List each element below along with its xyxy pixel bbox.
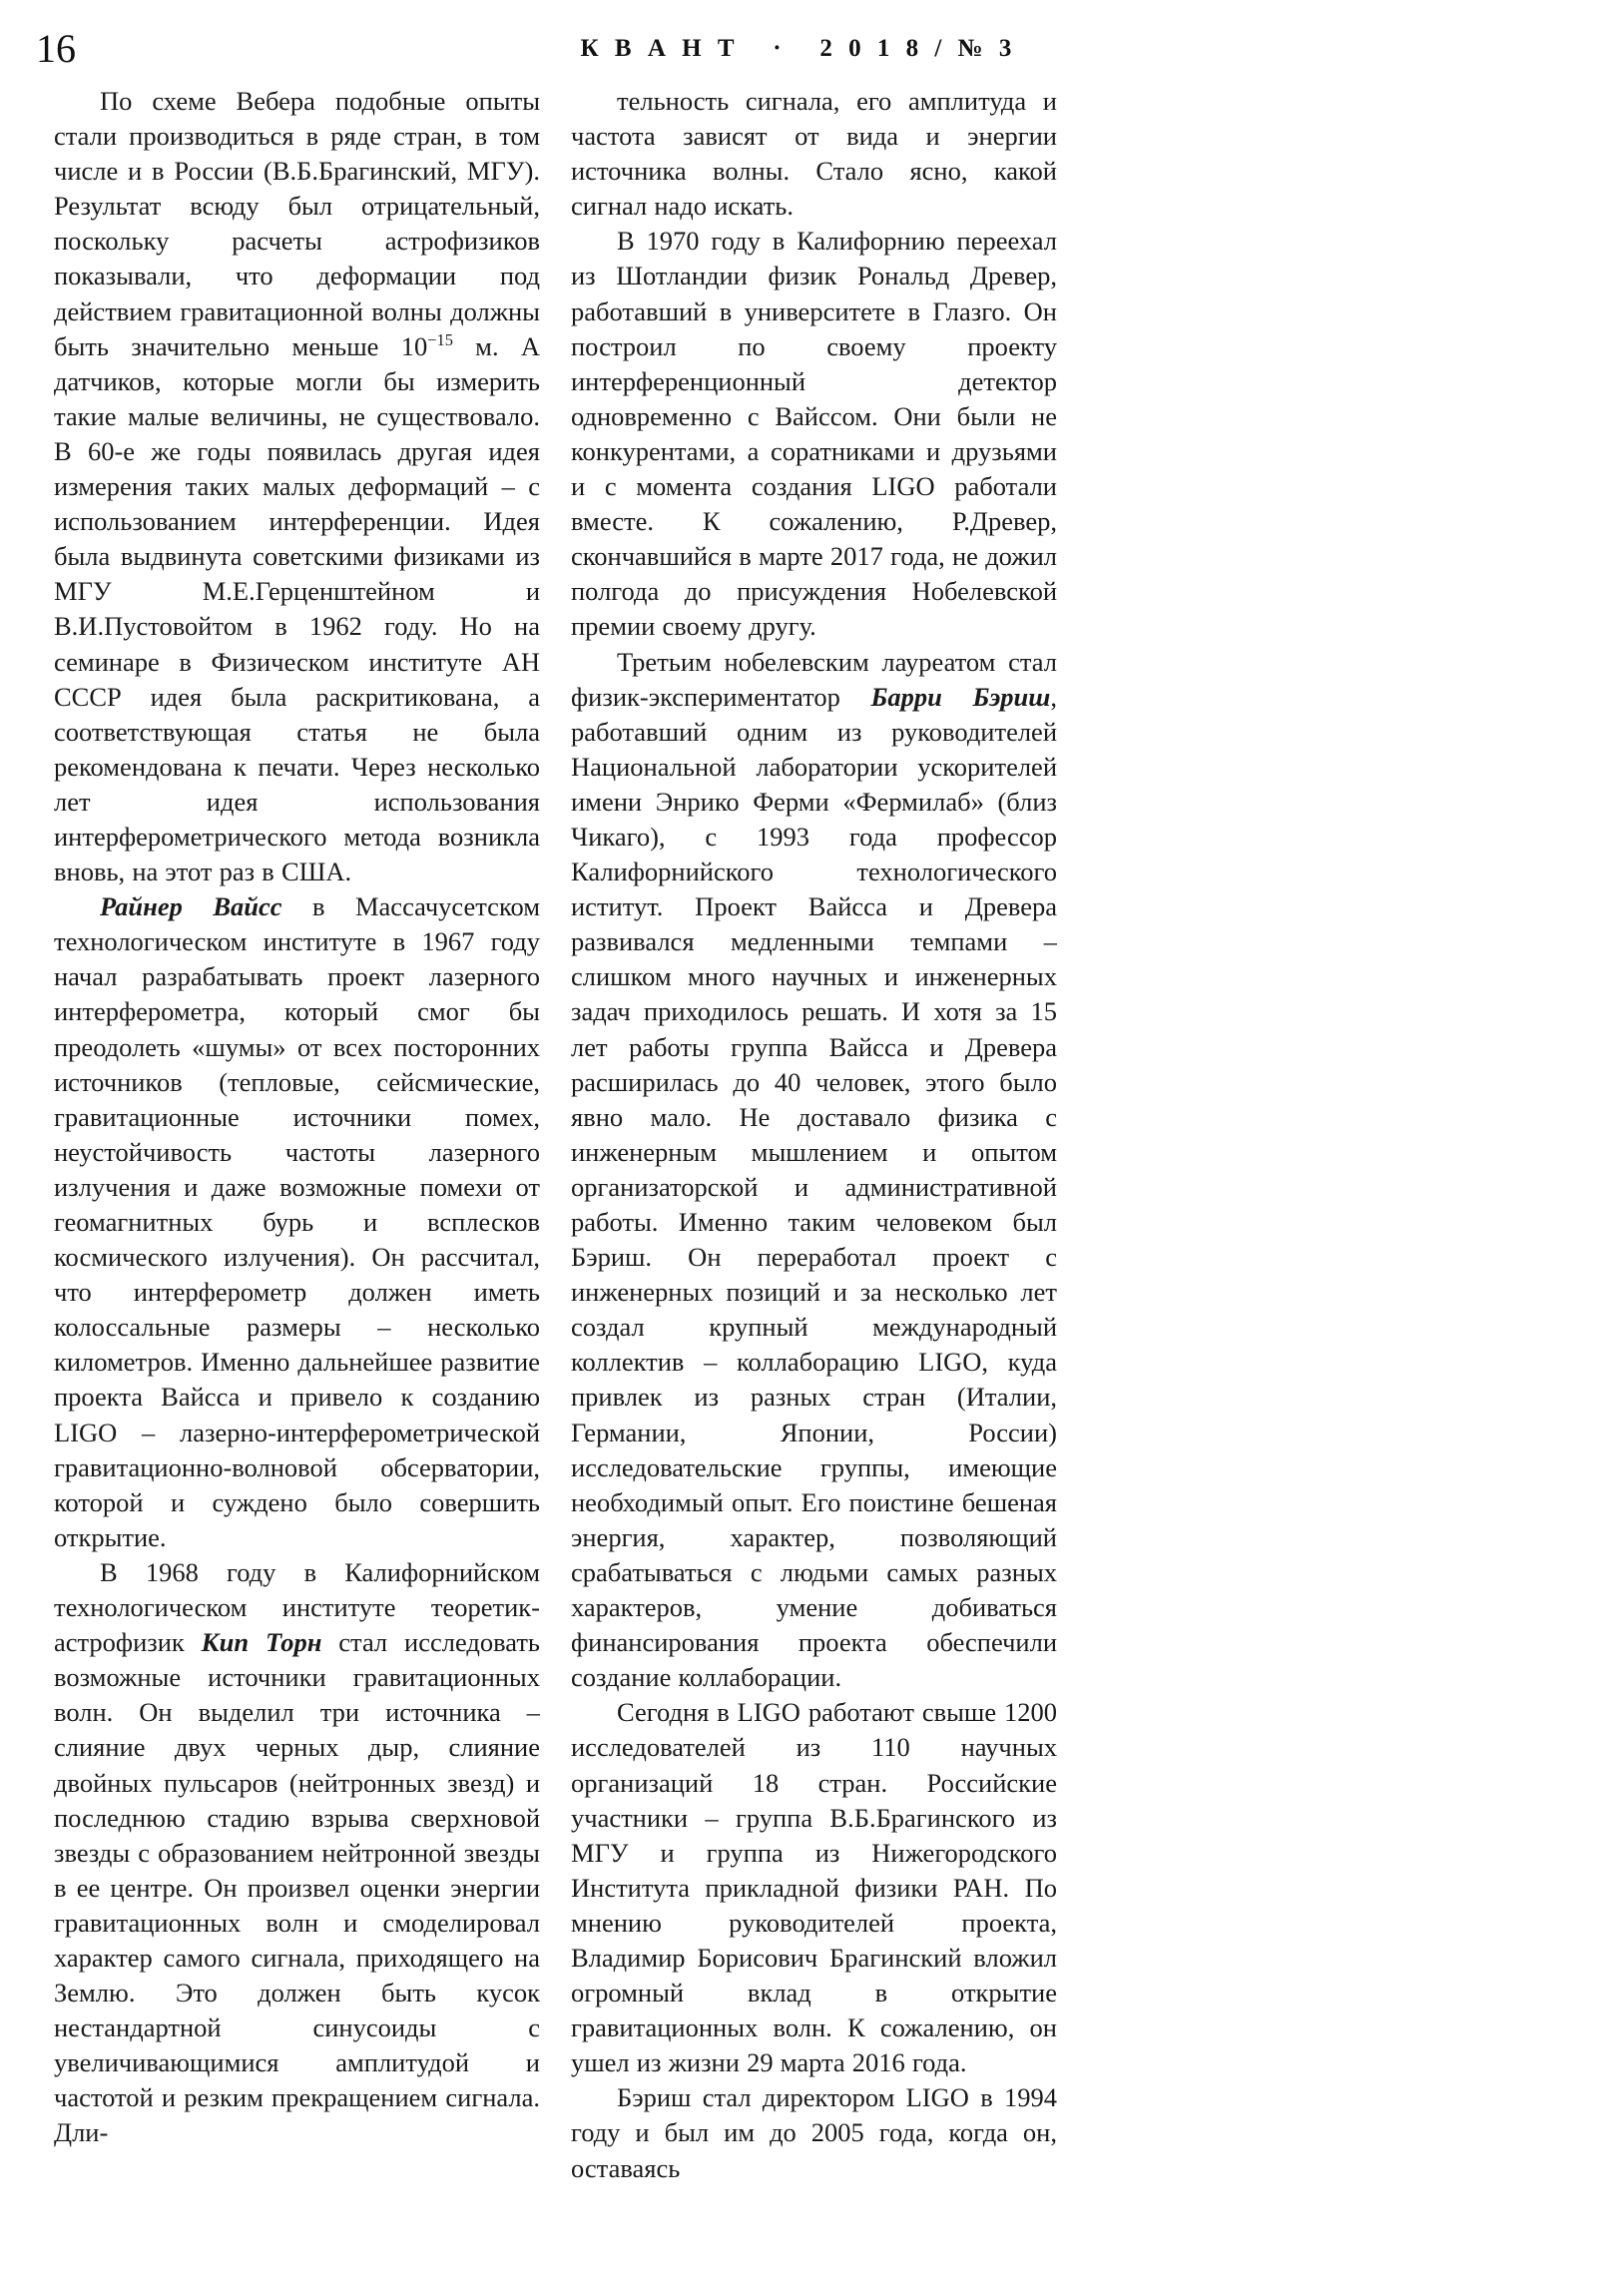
paragraph-p2 (54, 889, 540, 1555)
text-run: м. А датчиков, которые могли бы измерить такие малые величины, не существовало. В 60-е же годы появилась другая идея измерения таких малых деформаций – с использованием интерференции. Идея была выдвинута советскими физиками из МГУ М.Е.Герценштейном и В.И.Пустовойтом в 1962 году. Но на семинаре в Физическом институте АН СССР идея была раскритикована, а соответствующая статья не была рекомендована к печати. Через несколько лет идея использования интерферометрического метода возникла вновь, на этот раз в США. (54, 330, 540, 887)
text-run: В 1970 году в Калифорнию переехал из Шотландии физик Рональд Древер, работавший в университете в Глазго. Он построил по своему проекту интерференционный детектор одновременно с Вайссом. Они были не конкурентами, а соратниками и друзьями и с момента создания LIGO работали вместе. К сожалению, Р.Древер, скончавшийся в марте 2017 года, не дожил полгода до присуждения Нобелевской премии своему другу. (571, 226, 1057, 642)
text-run: стал исследовать возможные источники гравитационных волн. Он выделил три источника – слияние двух черных дыр, слияние двойных пульсаров (нейтронных звезд) и последнюю стадию взрыва сверхновой звезды с образованием нейтронной звезды в ее центре. Он произвел оценки энергии гравитационных волн и смоделировал характер самого сигнала, приходящего на Землю. Это должен быть кусок нестандартной синусоиды с увеличивающимися амплитудой и частотой и резким прекращением сигнала. Дли- (54, 1627, 540, 2148)
column-left (54, 84, 540, 2280)
paragraph-p5 (571, 224, 1057, 644)
text-run: Сегодня в LIGO работают свыше 1200 исследователей из 110 научных организаций 18 стран. Российские участники – группа В.Б.Брагинского из МГУ и группа из Нижегородского Института прикладной физики РАН. По мнению руководителей проекта, Владимир Борисович Брагинский вложил огромный вклад в открытие гравитационных волн. К сожалению, он ушел из жизни 29 марта 2016 года. (571, 1697, 1057, 2078)
text-run: Бэриш стал директором LIGO в 1994 году и был им до 2005 года, когда он, оставаясь (571, 2082, 1057, 2183)
text-run: Третьим нобелевским лауреатом стал физик-экспериментатор (571, 646, 1057, 712)
paragraph-p7 (571, 1695, 1057, 2080)
paragraph-p3 (54, 1555, 540, 2151)
text-run: , работавший одним из руководителей Национальной лаборатории ускорителей имени Энрико Ферми «Фермилаб» (близ Чикаго), с 1993 года профессор Калифорнийского технологического иститут. Проект Вайсса и Древера развивался медленными темпами – слишком много научных и инженерных задач приходилось решать. И хотя за 15 лет работы группа Вайсса и Древера расширилась до 40 человек, этого было явно мало. Не доставало физика с инженерным мышлением и опытом организаторской и административной работы. Именно таким человеком был Бэриш. Он переработал проект с инженерных позиций и за несколько лет создал крупный международный коллектив – коллаборацию LIGO, куда привлек из разных стран (Италии, Германии, Японии, России) исследовательские группы, имеющие необходимый опыт. Его поистине бешеная энергия, характер, позволяющий срабатываться с людьми самых разных характеров, умение добиваться финансирования проекта обеспечили создание коллаборации. (571, 681, 1057, 1693)
text-body (0, 84, 1597, 2290)
running-head-title: К В А Н Т · 2 0 1 8 / № 3 (580, 35, 1017, 62)
running-head (0, 26, 1597, 76)
column-right (571, 84, 1057, 2280)
text-run: В 1968 году в Калифорнийском технологическом институте теоретик-астрофизик (54, 1556, 540, 1658)
page-number: 16 (36, 26, 76, 71)
person-name: Райнер Вайсс (100, 891, 282, 922)
paragraph-p6 (571, 645, 1057, 1696)
paragraph-p8 (571, 2080, 1057, 2185)
person-name: Барри Бэриш (870, 681, 1051, 712)
paragraph-p4 (571, 84, 1057, 224)
paragraph-p1 (54, 84, 540, 889)
text-run: По схеме Вебера подобные опыты стали производиться в ряде стран, в том числе и в России (В.Б.Брагинский, МГУ). Результат всюду был отрицательный, поскольку расчеты астрофизиков показывали, что деформации под действием гравитационной волны должны быть значительно меньше (54, 86, 540, 361)
text-run: тельность сигнала, его амплитуда и частота зависят от вида и энергии источника волны. Стало ясно, какой сигнал надо искать. (571, 86, 1057, 222)
person-name: Кип Торн (201, 1627, 322, 1658)
exponent: −15 (427, 329, 453, 349)
text-run: в Массачусетском технологическом институте в 1967 году начал разрабатывать проект лазерного интерферометра, который смог бы преодолеть «шумы» от всех посторонних источников (тепловые, сейсмические, гравитационные источники помех, неустойчивость частоты лазерного излучения и даже возможные помехи от геомагнитных бурь и всплесков космического излучения). Он рассчитал, что интерферометр должен иметь колоссальные размеры – несколько километров. Именно дальнейшее развитие проекта Вайсса и привело к созданию LIGO – лазерно-интерферометрической гравитационно-волновой обсерватории, которой и суждено было совершить открытие. (54, 891, 540, 1552)
text-run: 10 (400, 330, 428, 361)
